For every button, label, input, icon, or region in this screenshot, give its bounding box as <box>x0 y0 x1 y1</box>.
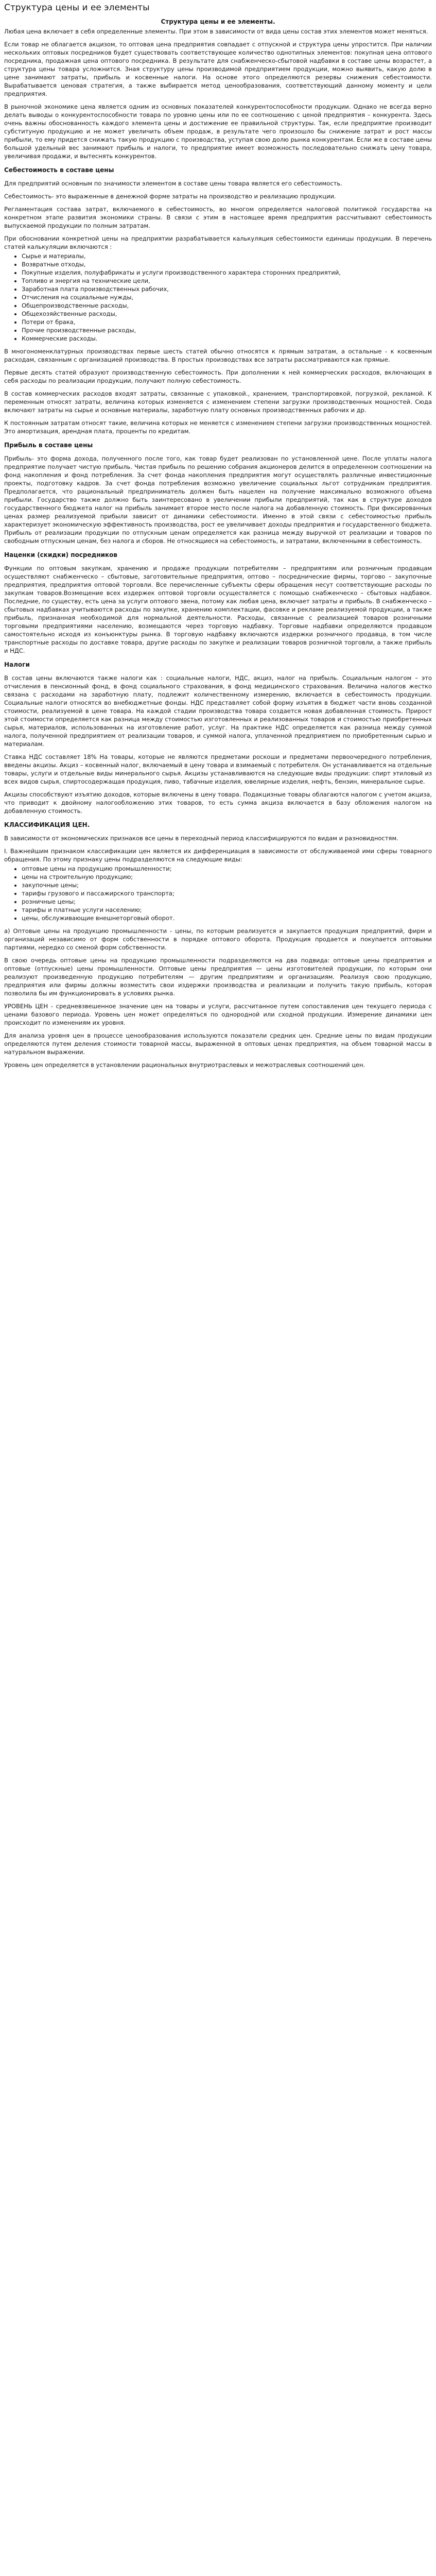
paragraph: В многономенклатурных производствах первые шесть статей обычно относятся к прямым затратам, а остальные - к косвенным расходам, связанным с организацией производства. В простых производствах все затраты рассматриваются как прямые. <box>4 348 432 363</box>
list-item: • Прочие производственные расходы, <box>22 326 432 334</box>
paragraph: I. Важнейшим признаком классификации цен является их дифференциация в зависимости от обслуживаемой ими сферы товарного обращения. По этому признаку цены подразделяются на следующие виды: <box>4 848 432 863</box>
paragraph: а) Оптовые цены на продукцию промышленности - цены, по которым реализуется и закупается продукция предприятий, фирм и организаций независимо от форм собственности в порядке оптового оборота. Продукция продается и покупается оптовыми партиями, нередко со сменой форм собственности. <box>4 927 432 951</box>
article-subtitle: Структура цены и ее элементы. <box>161 18 275 25</box>
section-heading: Прибыль в составе цены <box>4 442 93 449</box>
paragraph: Ставка НДС составляет 18% На товары, которые не являются предметами роскоши и предметами первоочередного потребления, введены акцизы. Акциз – косвенный налог, включаемый в цену товара и взимаемый с потребителя. Он устанавливается на отдельные товары, услуги и отдельные виды минерального сырья. Акцизы устанавливаются на следующие виды продукции: спирт этиловый из всех видов сырья, спиртосодержащая продукция, пиво, табачные изделия, ювелирные изделия, нефть, бензин, минеральное сырье. <box>4 753 432 785</box>
paragraph: Если товар не облагается акцизом, то оптовая цена предприятия совпадает с отпускной и структура цены упростится. При наличии нескольких оптовых посредников будет существовать соответствующее количество однотипных элементов: покупная цена оптового посредника, продажная цена оптового посредника. В результате для снабженческо-сбытовой надбавки в составе цены возрастет, а структура цены товара усложнится. Зная структуру цены производимой предприятием продукции, можно выявить, какую долю в цене занимают затраты, прибыль и косвенные налоги. На основе этого определяются резервы снижения себестоимости. Вырабатывается ценовая стратегия, а также выбирается метод ценообразования, соответствующий данному моменту и цели предприятия. <box>4 41 432 97</box>
page-title: Структура цены и ее элементы <box>4 3 150 13</box>
list-item: • оптовые цены на продукцию промышленности; <box>22 865 432 873</box>
paragraph: Себестоимость- это выраженные в денежной форме затраты на производство и реализацию продукции. <box>4 193 336 200</box>
list-item: • Общехозяйственные расходы, <box>22 310 432 318</box>
list-item: • Общепроизводственные расходы, <box>22 301 432 310</box>
section-heading: Налоги <box>4 661 30 668</box>
bullet-list <box>4 252 432 343</box>
list-item: • Покупные изделия, полуфабрикаты и услуги производственного характера сторонних предприятий, <box>22 268 432 277</box>
list-item: • закупочные цены; <box>22 881 432 889</box>
list-item: • Топливо и энергия на технические цели, <box>22 277 432 285</box>
list-item: • цены, обслуживающие внешнеторговый оборот. <box>22 914 432 922</box>
paragraph: В свою очередь оптовые цены на продукцию промышленности подразделяются на два подвида: оптовые цены предприятия и оптовые (отпускные) цены промышленности. Оптовые цены предприятия — цены изготовителей продукции, по которым они реализуют произведенную продукцию потребителям — другим предприятиям и организациям. Реализуя свою продукцию, предприятия или фирмы должны возместить свои издержки производства и реализации и получить такую прибыль, которая позволила бы им функционировать в условиях рынка. <box>4 957 432 997</box>
paragraph: Для анализа уровня цен в процессе ценообразования используются показатели средних цен. Средние цены по видам продукции определяются путем деления стоимости товарной массы, выраженной в оптовых ценах предприятия, на объем товарной массы в натуральном выражении. <box>4 1032 432 1056</box>
paragraph: Функции по оптовым закупкам, хранению и продаже продукции потребителям – предприятиям или розничным продавцам осуществляют снабженческо – сбытовые, заготовительные предприятия, оптово – посреднические фирмы, торгово – закупочные предприятия, предприятия оптовой торговли. Все перечисленные субъекты сферы обращения несут соответствующие расходы по закупкам товаров.Возмещение всех издержек оптовой торговли осуществляется с помощью снабженческо – сбытовых надбавок. Последние, по существу, есть цена за услуги оптового звена, потому как любая цена, включает затраты и прибыль. В снабженческо – сбытовых надбавках учитываются расходы по закупке, хранению комплектации, фасовке и рекламе реализуемой продукции, а также прибыль, признанная необходимой для нормальной деятельности. Расходы, связанные с реализацией товаров розничными торговыми предприятиями населению, возмещаются через торговую надбавку. Торговые надбавки определяются продавцом самостоятельно исходя из конъюнктуры рынка. В торговую надбавку включаются издержки розничного продавца, в том числе транспортные расходы по доставке товара, другие расходы по закупке и реализации товаров розничной торговли, а также прибыль и НДС. <box>4 565 432 654</box>
paragraph: К постоянным затратам относят такие, величина которых не меняется с изменением степени загрузки производственных мощностей. Это амортизация, арендная плата, проценты по кредитам. <box>4 419 432 435</box>
paragraph: Акцизы способствуют изъятию доходов, которые включены в цену товара. Подакцизные товары облагаются налогом с учетом акциза, что приводит к двойному налогообложению этих товаров, то есть сумма акциза включается в базу обложения налогом на добавленную стоимость. <box>4 791 432 815</box>
list-item: • Заработная плата производственных рабочих, <box>22 285 432 293</box>
paragraph: Для предприятий основным по значимости элементом в составе цены товара является его себестоимость. <box>4 180 342 187</box>
list-item: • Коммерческие расходы. <box>22 334 432 343</box>
section-heading: Наценки (скидки) посредников <box>4 551 118 558</box>
paragraph: В зависимости от экономических признаков все цены в переходный период классифицируются по видам и разновидностям. <box>4 835 398 842</box>
paragraph: Прибыль- это форма дохода, полученного после того, как товар будет реализован по установленной цене. После уплаты налога предприятие получает чистую прибыль. Чистая прибыль по решению собрания акционеров делится в определенном соотношении на фонд накопления и фонд потребления. За счет фонда накопления предприятия могут осуществлять различные инвестиционные проекты, подготовку кадров. За счет фонда потребления возможно увеличение социальных льгот сотрудникам предприятия. Предполагается, что рациональный предприниматель должен быть нацелен на получение максимально возможного объема прибыли. Государство также должно быть заинтересовано в увеличении прибыли предприятий, так как в структуре доходов государственного бюджета налог на прибыль занимает второе место после налога на добавленную стоимость. При фиксированных ценах размер реализуемой прибыли зависит от динамики себестоимости. Именно в этой связи с себестоимостью прибыль характеризует экономическую эффективность производства, рост ее увеличивает доходы предприятия и государственного бюджета. Прибыль от реализации продукции по отпускным ценам определяется как разница между выручкой от реализации и товаров по свободным отпускным ценам, без налога и сборов. Не относящиеся на себестоимость, и затратами, включенными в себестоимость. <box>4 455 432 545</box>
list-item: • тарифы и платные услуги населению; <box>22 906 432 914</box>
section-heading: КЛАССИФИКАЦИЯ ЦЕН. <box>4 821 90 828</box>
section-heading: Себестоимость в составе цены <box>4 166 114 174</box>
bullet-list <box>4 865 432 922</box>
paragraph: В рыночной экономике цена является одним из основных показателей конкурентоспособности продукции. Однако не всегда верно делать выводы о конкурентоспособности товара по уровню цены или по ее соотношению с ценой предприятия – конкурента. Здесь очень важны обоснованность каждого элемента цены и достижение ее правильной структуры. Так, если предприятие производит субституную продукцию и не может увеличить объем продаж, в результате чего произошло бы снижение затрат и рост массы прибыли, то ему придется снижать такую продукцию с производства, уступая свою долю рынка конкурентам. Если же в составе цены большой удельный вес занимают прибыль и налоги, то предприятие имеет возможность последовательно снижать цену товара, увеличивая продажи, и вытеснять конкурентов. <box>4 103 432 160</box>
paragraph: Регламентация состава затрат, включаемого в себестоимость, во многом определяется налоговой политикой государства на конкретном этапе развития экономики страны. В связи с этим в настоящее время предприятия рассчитывают себестоимость выпускаемой продукции по полным затратам. <box>4 206 432 229</box>
list-item: • розничные цены; <box>22 897 432 906</box>
paragraph: Любая цена включает в себя определенные элементы. При этом в зависимости от вида цены состав этих элементов может меняться. <box>4 28 428 35</box>
paragraph: В состав цены включаются также налоги как : социальные налоги, НДС, акциз, налог на прибыль. Социальным налогом – это отчисления в пенсионный фонд, в фонд социального страхования, в фонд медицинского страхования. Величина налогов жестко связана с расходами на заработную плату, подлежит количественному измерению, включается в себестоимость продукции. Социальные налоги относятся во внебюджетные фонды. НДС представляет собой форму изъятия в бюджет части вновь созданной стоимости, реализуемой в цене товара. На каждой стадии производства товара создается новая добавленная стоимость. Прирост этой стоимости определяется как разница между стоимостью изготовленных и реализованных товаров и стоимостью приобретенных сырья, материалов, использованных на изготовление работ, услуг. На практике НДС определяется как разница между суммой налога, полученной предприятием от реализации товаров, и суммой налога, уплаченной предприятием по приобретенным сырью и материалам. <box>4 674 432 748</box>
paragraph: УРОВЕНЬ ЦЕН - средневзвешенное значение цен на товары и услуги, рассчитанное путем сопоставления цен текущего периода с ценами базового периода. Уровень цен может определяться по однородной или сходной продукции. Измерение динамики цен происходит по изменениям их уровня. <box>4 1003 432 1026</box>
list-item: • Потери от брака, <box>22 318 432 326</box>
paragraph: Уровень цен определяется в установлении рациональных внутриотраслевых и межотраслевых соотношений цен. <box>4 1061 365 1069</box>
paragraph: При обосновании конкретной цены на предприятии разрабатывается калькуляция себестоимости единицы продукции. В перечень статей калькуляции включаются : <box>4 235 432 250</box>
list-item: • Отчисления на социальные нужды, <box>22 293 432 301</box>
article-body <box>4 27 432 1069</box>
paragraph: Первые десять статей образуют производственную себестоимость. При дополнении к ней коммерческих расходов, включающих в себя расходы по реализации продукции, получают полную себестоимость. <box>4 369 432 384</box>
list-item: • Сырье и материалы, <box>22 252 432 260</box>
paragraph: В состав коммерческих расходов входят затраты, связанные с упаковкой., хранением, транспортировкой, погрузкой, рекламой. К переменным относят затраты, величина которых изменяется с изменением степени загрузки производственных мощностей. Сюда включают затраты на сырье и основные материалы, заработную плату основных производственных рабочих и др. <box>4 390 432 414</box>
list-item: • Возвратные отходы, <box>22 260 432 268</box>
list-item: • цены на строительную продукцию; <box>22 873 432 881</box>
list-item: • тарифы грузового и пассажирского транспорта; <box>22 889 432 897</box>
article <box>0 0 436 1079</box>
